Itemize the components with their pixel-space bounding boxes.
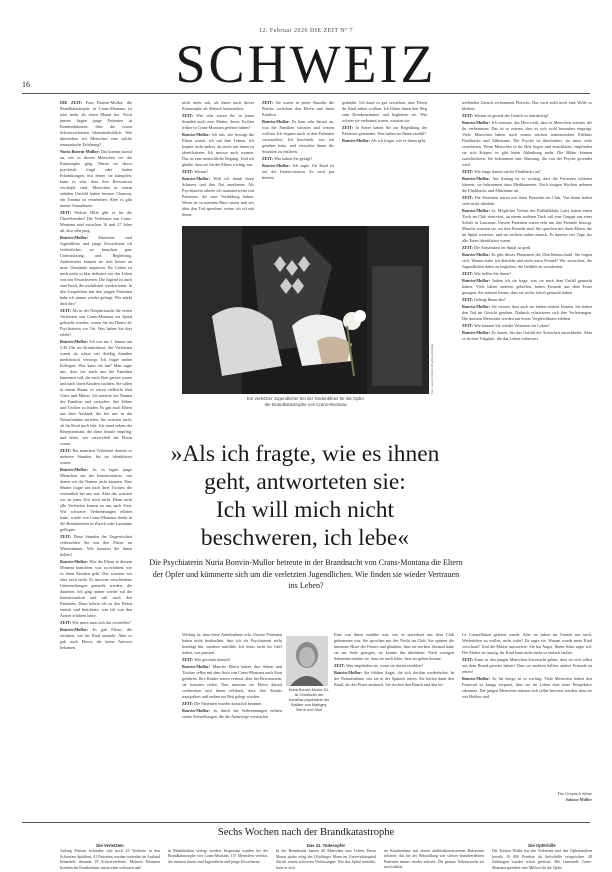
interview-paragraph — [60, 559, 132, 619]
speaker-label: Bonvin-Mullor: — [182, 132, 211, 137]
paragraph-text: Bei manchen Verletzten dauerte es mehrere Stunden, bis sie identifiziert waren. — [60, 448, 132, 465]
interview-paragraph — [60, 210, 132, 234]
speaker-label: ZEIT: — [462, 169, 474, 174]
paragraph-text: Warum ist gerade der Geruch so hartnäckig? — [473, 113, 549, 118]
paragraph-text: Als ich fragte, wie es ihnen geht. — [370, 138, 427, 143]
factbox-text: im Krankenhaus mit einem antibiotikaresistenten Bakterium infiziert, das bei der Behandlung von schwer brandverletzten Patienten immer wieder auftrete. Die genaue Todesursache sei noch unklar. — [384, 849, 484, 870]
speaker-label: ZEIT: — [182, 701, 194, 706]
speaker-label: Bonvin-Mullor: — [262, 119, 291, 124]
speaker-label: Bonvin-Mullor: — [462, 176, 491, 181]
paragraph-text: Die Patienten wurden künstlich beatmet. — [193, 701, 263, 706]
paragraph-text: nicht mehr sah, als ihnen nach dieser Katastrophe als Mensch beizustehen. — [182, 100, 254, 111]
speaker-label: DIE ZEIT: — [60, 100, 83, 105]
header-rule — [22, 93, 590, 94]
paragraph-text: Wie lange dauert solche Flashbacks an? — [473, 169, 541, 174]
paragraph-text: Was die Eltern in diesem Moment brauchten, war, zu erfahren, wie es ihren Kindern geht. Das wussten wir aber noch nicht. Es mussten verschiedene Untersuchungen gemacht werden, die dauerten. Ich ging immer wieder auf die Intensivstation und sah nach den Patienten. Dann kehrte ich zu den Eltern zurück und berichtete, was ich von den Ärzten erfahren hatte. — [60, 559, 132, 618]
paragraph-text: Als in der Neujahrsnacht die ersten Verletzten von Crans-Montana ins Spital gebracht wurden, waren Sie im Dienst als Psychiaterin vor Ort. Was haben Sie dort erlebt? — [60, 308, 132, 337]
article-column-3 — [262, 100, 334, 222]
interview-paragraph — [342, 138, 427, 144]
interview-paragraph — [60, 627, 132, 651]
photo-caption-line-2: der Brandkatastrophe von Crans-Montana — [264, 402, 347, 407]
speaker-label: Bonvin-Mullor: — [462, 252, 491, 257]
interview-paragraph — [182, 657, 282, 663]
paragraph-text: Ich sah, wie besorgt die Eltern waren, ich sah ihre Tränen. Ich konnte nicht anders, als mich mit ihnen zu identifizieren. Ich musste auch weinen. Das ist eine menschliche Regung. Und ich glaube, dass sie für die Eltern wichtig war. — [182, 132, 254, 167]
speaker-label: Bonvin-Mullor: — [262, 163, 291, 168]
article-column-2 — [182, 100, 254, 222]
paragraph-text: Weil ich damit ihren Schmerz und ihre Not anerkenne. Als Psychiaterin arbeite ich normalerweise mit Patienten, die eine Vorbildung haben. Wenn sie in meinem Büro sitzen und wir über den Tod sprechen, weine ich oft mit ihnen. — [182, 176, 254, 217]
portrait-caption: Nuria Bonvin-Mullor, 61, ist Chefärztin der Konsiliar-psychiatrie der Spitäler von Martigny, Sierre und Sion — [288, 688, 330, 712]
interview-paragraph — [262, 156, 334, 162]
paragraph-text: Die Einsamkeit im Spital ist groß. — [473, 245, 532, 250]
paragraph-text: Ja, es lagen junge Menschen auf der Intensivstation, von denen wir die Namen nicht kannten. Eine Mutter fragte uns nach ihrer Tochter, die vermutlich bei uns war. Aber das wussten wir zu jener Zeit noch nicht. Denn nicht alle Verletzten kamen zu uns nach Sion. Wir schwerer Verbrennungen erlitten hatte, wurde von Crans-Montana direkt in die Brandzentren in Zürich oder Lausanne geflogen. — [60, 467, 132, 532]
pull-quote-line-3: Ich will mich nicht — [215, 497, 395, 523]
speaker-label: ZEIT: — [262, 100, 274, 105]
paragraph-text: Diese Stunden der Ungewissheit verbrachten Sie mit den Eltern im Wartezimmer. Wie konnten Sie ihnen helfen? — [60, 534, 132, 557]
paragraph-text: Was empfinden sie, wenn sie davon erzählen? — [345, 663, 424, 668]
speaker-label: ZEIT: — [462, 297, 474, 302]
interview-paragraph — [182, 113, 254, 131]
pull-quote-line-1: »Als ich fragte, wie es ihnen — [170, 441, 440, 467]
factbox-column-5 — [492, 843, 592, 871]
speaker-label: ZEIT: — [60, 620, 72, 625]
article-lead: Die Psychiaterin Nuria Bonvin-Mullor betreute in der Brandnacht von Crans-Montana die Eltern der Opfer und kümmerte sich um die verletzten Jugendlichen. Wie finden sie wieder Vertrauen ins Leben? — [149, 558, 463, 591]
factbox-heading: Das 41. Todesopfer — [306, 843, 346, 848]
interview-paragraph — [182, 664, 282, 700]
interview-paragraph — [262, 100, 334, 118]
paragraph-text: Ich vermute, das Hirn weiß, dass es Menschen warnen, die ihr verbrannten. Das ist so extrem, dass es sich wohl besonders einprägt. Viele Menschen haben nach einem solchen traumatischen Erlebnis Flashbacks und Albträume. Die Psyche ist überfordert, sie muss viele verarbeiten. Wenn Menschen in ihr Bett liegen und einschlafen, empfinden sie sich Körper, es gibt keine Ablenkung mehr. Die Bilder können zurückkehren. Sie bekommen eine Warnung, die von der Psyche gesendet wird. — [462, 120, 592, 167]
paragraph-text: In Sierre haben Sie zur Begrüßung der Patienten gestanden. Was haben sie Ihnen erzählt? — [342, 125, 427, 136]
paragraph-text: Wichtig ist, dass diese Anteilnahme echt. Unsere Patienten haben nicht beobachtet, dass ich als Psychiaterin nicht beruhigt bin, sondern mitfühle. Ich muss nicht im Griff haben, was passiert. — [182, 632, 282, 655]
factbox-column-1 — [60, 843, 160, 871]
speaker-label: Bonvin-Mullor: — [462, 208, 491, 213]
paragraph-text: Frau Bonvin-Mullor, die Brandkatastrophe in Crans-Montana ist jetzt mehr als einen Monat her. Noch immer liegen junge Patienten in Krankenhäusern, über die ersten Schwerverletzten lebensbedrohlich. Wie überstehen wir Menschen eine solche traumatische Erfahrung? — [60, 100, 132, 147]
paragraph-text: Es dauert, bis das Gefühl der Sicherheit zurückkehrt. Aber es ist eine Tätigkeit, die das Leben verbessert. — [462, 330, 592, 341]
speaker-label: ZEIT: — [462, 271, 474, 276]
interview-paragraph — [462, 657, 592, 675]
speaker-label: ZEIT: — [342, 125, 354, 130]
interview-paragraph — [462, 323, 592, 329]
interview-paragraph — [182, 100, 254, 112]
paragraph-text: Ja, für einige ist es wichtig. Viele Menschen haben den Feuertod so knapp verpasst, dass sie im Leben eine neue Perspektive erkennen. Die jungen Menschen müssen sich selbst bewusst werden, dass sie wie Helden sind. — [462, 676, 592, 699]
factbox-rule — [22, 822, 590, 823]
speaker-label: ZEIT: — [182, 169, 194, 174]
speaker-label: ZEIT: — [334, 663, 346, 668]
portrait-image — [286, 636, 328, 686]
speaker-label: ZEIT: — [462, 195, 474, 200]
byline-author: Salome Müller — [565, 797, 592, 802]
factbox-text: Anfang Februar befanden sich noch 23 Verletzte in den Schweizer Spitälern, 41 Patienten wurden weiterhin im Ausland behandelt, darunter 19 Schwerverletzte. Mehrere Patienten konnten die Krankenhaus inzwischen verlassen und — [60, 849, 160, 870]
interview-paragraph — [462, 113, 592, 119]
interview-paragraph — [462, 176, 592, 194]
section-title: SCHWEIZ — [175, 34, 437, 94]
paragraph-text: Ich sagte: Ihr Kind ist auf der Intensivstation. Es wird gut betreut. — [262, 163, 334, 180]
article-column-4-bottom — [334, 632, 454, 812]
speaker-label: Bonvin-Mullor: — [342, 138, 371, 143]
paragraph-text: Das kommt darauf an, wie es diesen Menschen vor der Katastrophe ging. Waren sie davor psychisch fragil oder hatten Erkrankungen, mit denen sie kämpften, kann es sein, dass ihre Ressourcen erschöpft sind. Menschen in einem stabilen Umfeld haben bessere Chancen, ein Trauma zu verarbeiten. Aber es gibt immer Ausnahmen. — [60, 149, 132, 208]
interview-paragraph — [342, 100, 427, 124]
speaker-label: ZEIT: — [60, 210, 72, 215]
paragraph-text: Es kam sehr darauf an, was die Familien wüssten und wissen wollten. Ich begann mich in den Patienten vorzustellen. Ich beschrieb, was ich gesehen hatte, und versuchte ihnen die Situation zu erklären. — [262, 119, 334, 154]
speaker-label: Nuria Bonvin-Mullor: — [60, 149, 100, 154]
paragraph-text: Manche Eltern hatten ihre Söhne und Töchter selbst mit dem Auto von Crans-Montana nach Sion gefahren. Ihre Kinder waren verletzt, aber bei Bewusstsein, sie konnten reden. Nun mussten sie Eltern darauf vorbereiten und ihnen erklären, dass ihre Kinder tranquiliert und sediert ins Bett gelegt wurden. — [182, 664, 282, 699]
speaker-label: Bonvin-Mullor: — [462, 278, 491, 283]
interview-paragraph — [60, 620, 132, 626]
paragraph-text: Am Anfang ist es wichtig, dass die Patienten schlafen können, sie bekommen dazu Medikamente. Nach einigen Wochen nehmen die Flashbacks und Albträume ab. — [462, 176, 592, 193]
paragraph-text: Wie sehr waren Sie in jenen Stunden auch eine Mutter, deren Tochter früher in Crans-Montana gefeiert haben? — [182, 113, 254, 130]
speaker-label: Bonvin-Mullor: — [462, 330, 491, 335]
paragraph-text: treffenden Geruch verbrannten Fleischs. Das wird wohl noch eine Weile so bleiben. — [462, 100, 592, 111]
paragraph-text: geduldet. Ich kann es gut verstehen, dass Eltern ihr Kind sehen wollten. Ich führte ihnen den Weg zum Krankenzimmer und begleitete sie. Wie schwer sie verbrannt waren, wussten sie. — [342, 100, 427, 123]
article-column-1 — [60, 100, 132, 820]
interview-paragraph — [462, 297, 592, 303]
speaker-label: Bonvin-Mullor: — [60, 627, 89, 632]
interview-paragraph — [462, 278, 592, 296]
paragraph-text: Sie wissen, dass auch sie hätten sterben können. Sie haben den Tod im Gesicht gesehen. Dadurch relativieren sich ihre Verletzungen. Die meisten Menschen werden nur etwas Vergleichbares erleben. — [462, 304, 592, 321]
speaker-label: Bonvin-Mullor: — [182, 708, 211, 713]
interview-paragraph — [462, 169, 592, 175]
speaker-label: Bonvin-Mullor: — [182, 176, 211, 181]
interview-paragraph — [334, 632, 454, 662]
speaker-label: ZEIT: — [462, 245, 474, 250]
interview-paragraph — [462, 676, 592, 700]
pull-quote-line-4: beschweren, ich lebe« — [200, 525, 410, 551]
photo-credit: Foto: Laurent Gillieron/Keystone/AP/dpa — [430, 343, 434, 394]
factbox-heading: Die Opferhilfe — [528, 843, 556, 848]
photo-caption — [182, 396, 429, 408]
pull-quote — [130, 440, 480, 552]
page-number: 16 — [22, 80, 30, 89]
paragraph-text: Sie fühlten Angst, die sich dorthin wiederholen. In der Notaufnahme, wie sie in der Spätzeit trafen. Sie hörten dann den Knall, als das Feuer ausbrach. Sie riechen den Rauch und den be- — [334, 670, 454, 687]
factbox-column-2 — [168, 849, 268, 871]
paragraph-text: Was geschah danach? — [193, 657, 231, 662]
speaker-label: Bonvin-Mullor: — [462, 120, 491, 125]
paragraph-text: Kann es den jungen Menschen Zuversicht geben, dass sie sich selbst aus dem Brand gerettet haben? Dass sie anderen halfen, andere Freunde zu retten? — [462, 657, 592, 674]
paragraph-text: Indem ich sie frage, was sie nach dem Unfall gemacht haben. Viele haben anderen geholfen, haben Freunde aus dem Feuer gezogen. Sie müssen lernen, dass sie nichts falsch gemacht haben. — [462, 278, 592, 295]
paragraph-text: Eine von ihnen erzählte mir, wie es unverletzt aus dem Club gekommen war. Sie sprachen mit der Nacht im Club. Sie spürten die immense Hitze des Feuers und glaubten, dass sie sterben. Jemand hatte sie zur Seite gezogen, sie konnte ihn überleben. Nach wenigen Sekunden merkte sie, dass sie noch lebte, dass sie gehen konnte. — [334, 632, 454, 661]
speaker-label: ZEIT: — [60, 448, 72, 453]
interview-paragraph — [462, 304, 592, 322]
speaker-label: Bonvin-Mullor: — [60, 235, 89, 240]
interview-paragraph — [462, 252, 592, 270]
paragraph-text: Warum? — [193, 169, 209, 174]
speaker-label: ZEIT: — [462, 657, 474, 662]
photo-caption-line-1: Ein verletzter Jugendlicher bei der Gedenkfeier für die Opfer — [246, 396, 365, 401]
factbox-column-3 — [276, 843, 376, 871]
article-column-5 — [462, 100, 592, 620]
paragraph-text: Wie helfen Sie ihnen? — [473, 271, 511, 276]
interview-paragraph — [462, 120, 592, 168]
speaker-label: Bonvin-Mullor: — [60, 467, 89, 472]
article-column-5-bottom — [462, 632, 592, 782]
speaker-label: ZEIT: — [60, 308, 72, 313]
byline-label: Das Gespräch führte — [557, 791, 592, 796]
speaker-label: ZEIT: — [60, 534, 72, 539]
speaker-label: Bonvin-Mullor: — [462, 676, 491, 681]
speaker-label: ZEIT: — [462, 323, 474, 328]
speaker-label: ZEIT: — [182, 657, 194, 662]
interview-paragraph — [462, 208, 592, 244]
interview-paragraph — [60, 534, 132, 558]
paragraph-text: Wie muss man sich das vorstellen? — [71, 620, 131, 625]
speaker-label: ZEIT: — [462, 113, 474, 118]
interview-paragraph — [462, 245, 592, 251]
interview-paragraph — [182, 708, 282, 720]
interview-paragraph — [462, 632, 592, 656]
factbox-text: Der Kanton Wallis hat den Verletzten und den Opferfamilien jeweils 10 000 Franken als Soforthilfe versprochen. 48 Zahlungen wurden schon geleistet. Die Gemeinde Crans-Montana spendete eine Million für die Opfer. — [492, 849, 592, 870]
interview-paragraph — [182, 169, 254, 175]
factbox-column-4 — [384, 849, 484, 871]
interview-paragraph — [334, 663, 454, 669]
issue-date-line: 12. Februar 2026 DIE ZEIT Nº 7 — [258, 28, 354, 34]
interview-paragraph — [60, 448, 132, 466]
speaker-label: Bonvin-Mullor: — [60, 559, 89, 564]
speaker-label: Bonvin-Mullor: — [462, 304, 491, 309]
paragraph-text: Le Constellation gefeiert wurde. Aber sie haben im Grunde nur noch, Weiterleben zu wollen, nicht wahr? Da sagte sie: Warum wurde mein Kind verschont? Und die Mutter antwortete: Sie hat Angst. Ihrem Sohn sagte ich: Die Mutter ist traurig, ihr Kind kann nicht mehr so einfach laufen. — [462, 632, 592, 655]
interview-paragraph — [262, 163, 334, 181]
speaker-label: Bonvin-Mullor: — [182, 664, 211, 669]
interview-paragraph — [182, 632, 282, 656]
interview-paragraph — [462, 271, 592, 277]
interview-paragraph — [342, 125, 427, 137]
article-column-3-bottom — [182, 632, 282, 812]
paragraph-text: Welche Hilfe gibt es für die Überlebenden? Die Verletzten von Crans-Montana sind zwischen 16 und 27 Jahre alt, also sehr jung. — [60, 210, 132, 233]
paragraph-text: Wie können Sie wieder Vertrauen ins Leben? — [473, 323, 550, 328]
interview-paragraph — [60, 339, 132, 447]
paragraph-text: Die Patienten waren mit ihren Freunden im Club. Von ihnen haben viele nicht überlebt. — [462, 195, 592, 206]
interview-paragraph — [182, 701, 282, 707]
memorial-photo-illustration — [182, 226, 429, 394]
pull-quote-line-2: geht, antworteten sie: — [204, 469, 406, 495]
speaker-label: Bonvin-Mullor: — [334, 670, 363, 675]
interview-paragraph — [182, 176, 254, 218]
byline — [464, 791, 592, 803]
interview-paragraph — [182, 132, 254, 168]
interview-paragraph — [60, 149, 132, 209]
paragraph-text: Sie waren in jenen Stunden die Brücke zwischen den Eltern und ihren Kindern. — [262, 100, 334, 117]
speaker-label: ZEIT: — [262, 156, 274, 161]
factbox-title: Sechs Wochen nach der Brandkatastrophe — [217, 827, 395, 838]
paragraph-text: Einerseits sind Jugendliche und junge Erwachsene oft verletzlicher, sie brauchen gute Unterstützung und Begleitung. Andererseits können sie sich besser an neue Umstände anpassen. Ihr Leben ist noch nicht so klar definiert wie das Leben von uns Erwachsenen. Die Jugend ist auch eine Kraft, die mobilisiert werden kann. In den Gesprächen mit den jungen Patienten habe ich immer wieder gefragt: Wie stärkt dich das? — [60, 235, 132, 306]
speaker-label: Bonvin-Mullor: — [60, 339, 89, 344]
interview-paragraph — [60, 467, 132, 533]
interview-paragraph — [60, 308, 132, 338]
paragraph-text: Ich war am 1. Januar um 5.30 Uhr im Krankenhaus, die Verletzten waren da schon seit dreißig Stunden medizinisch versorgt. Ich fragte meine Kollegen: Was kann ich tun? Man sagte mir, dass ich mich um die Familien kümmern soll, die nach Sion gereist waren und nach ihren Kindern suchten. Sie saßen in einem Raum, es waren vielleicht fünf Väter und Mütter. Ich notierte die Namen der Familien und versuchte, ihre Söhne und Töchter zu finden. Es gab auch Eltern aus dem Ausland, die bei uns in der Notaufnahme anriefen. Sie wussten nicht, ob ihr Kind noch lebt. Ich stand neben der Rezeptionistin, die diese Anrufe empfing, und hörte, wie verzweifelt die Eltern waren. — [60, 339, 132, 446]
paragraph-text: Es gab Eltern, die erfuhren, wie ihr Kind aussieht. Aber es gab auch Eltern, die keine Antwort bekamen. — [60, 627, 132, 650]
interview-paragraph — [462, 195, 592, 207]
interview-paragraph — [462, 330, 592, 342]
interview-paragraph — [462, 100, 592, 112]
paragraph-text: Ja. Möglicher Verlust der Fußballklubs Lutry hatten einen Tisch im Club reserviert, an einem anderen Tisch saß eine Gruppe aus einer Schule in Lausanne. Unsere Patienten waren sehr um ihre Freunde besorgt. Manche wussten sie, wo ihre Freunde sind. Sie sprachen mit ihren Eltern, die im Spital warteten, und sie suchten online danach. Es dauerte vier Tage, bis alle Toten identifiziert waren. — [462, 208, 592, 243]
interview-paragraph — [60, 100, 132, 148]
paragraph-text: Es gibt dieses Phänomen der Überlebensschuld. Sie fragen sich: Warum habe ich überlebt und nicht mein Freund? Wir versuchen, die Jugendlichen dabei zu begleiten, die Gefühle zu verarbeiten. — [462, 252, 592, 269]
article-column-4 — [342, 100, 427, 222]
factbox-heading: Die Verletzten — [96, 843, 124, 848]
paragraph-text: Ja, durch die Verbrennungen erlitten starke Schwellungen, die die Atemwege verstopfen. — [182, 708, 282, 719]
paragraph-text: Gelingt Ihnen das? — [473, 297, 506, 302]
factbox-text: in Rehakliniken verlegt werden. Insgesamt wurden bei der Brandkatastrophe von Crans-Montana 115 Menschen verletzt, die meisten davon sind Jugendliche und junge Erwachsene. — [168, 849, 268, 864]
interview-paragraph — [60, 235, 132, 307]
factbox-text: In der Brandnacht kamen 40 Menschen ums Leben. Einen Monat später erlag ein 18-jähriger Mann im Universitätsspital Zürich seinen schweren Verletzungen. Wie das Spital mitteilte, hatte er sich — [276, 849, 376, 870]
interview-paragraph — [262, 119, 334, 155]
article-photo — [182, 226, 429, 394]
author-portrait — [286, 636, 328, 686]
paragraph-text: Was haben Sie gesagt? — [273, 156, 313, 161]
speaker-label: ZEIT: — [182, 113, 194, 118]
interview-paragraph — [334, 670, 454, 688]
